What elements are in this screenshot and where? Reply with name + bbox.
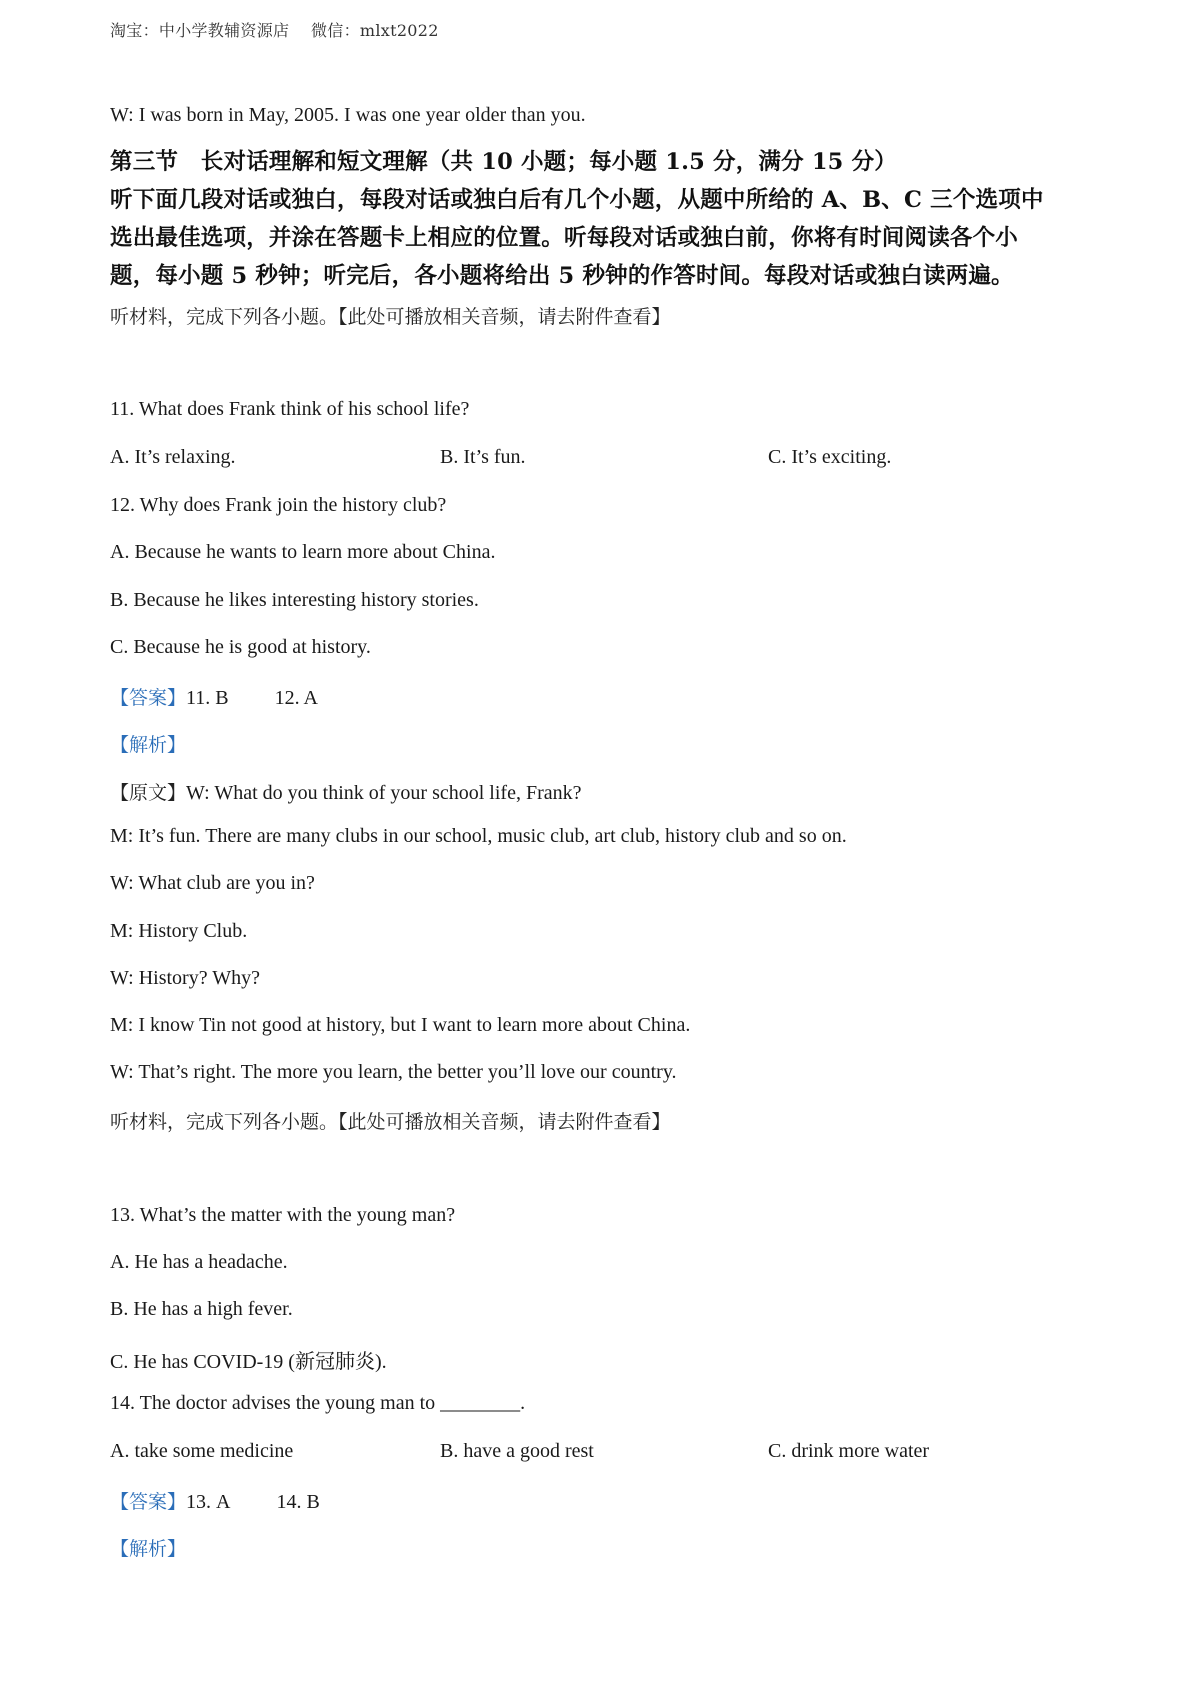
question-13: 13. What’s the matter with the young man?: [110, 1204, 456, 1226]
analysis-label: 【解析】: [110, 1538, 187, 1560]
listen-note: 听材料，完成下列各小题。【此处可播放相关音频，请去附件查看】: [110, 306, 671, 328]
script-line: W: History? Why?: [110, 967, 260, 989]
answer-label: 【答案】: [110, 1491, 187, 1513]
question-11: 11. What does Frank think of his school life?: [110, 398, 470, 420]
answer-13: 13. A: [186, 1491, 231, 1513]
q14-option-a: A. take some medicine: [110, 1440, 294, 1462]
q14-option-c: C. drink more water: [768, 1440, 930, 1462]
q13-option-b: B. He has a high fever.: [110, 1298, 293, 1320]
script-line: M: It’s fun. There are many clubs in our school, music club, art club, history club and so on.: [110, 825, 847, 847]
section-instruction-line: 题，每小题 5 秒钟；听完后，各小题将给出 5 秒钟的作答时间。每段对话或独白读两遍。: [110, 263, 1014, 289]
q13-option-c: C. He has COVID-19 (新冠肺炎).: [110, 1351, 387, 1373]
q12-option-c: C. Because he is good at history.: [110, 636, 371, 658]
q11-option-c: C. It’s exciting.: [768, 446, 892, 468]
script-line: M: I know Tin not good at history, but I want to learn more about China.: [110, 1014, 691, 1036]
script-line: [110, 778, 582, 805]
answer-11: 11. B: [186, 687, 229, 709]
script-label: 【原文】: [110, 782, 187, 804]
listen-note: 听材料，完成下列各小题。【此处可播放相关音频，请去附件查看】: [110, 1111, 671, 1133]
q12-option-b: B. Because he likes interesting history stories.: [110, 589, 479, 611]
answer-row: [110, 1487, 320, 1514]
question-14: 14. The doctor advises the young man to ________.: [110, 1392, 526, 1414]
script-text: W: What do you think of your school life, Frank?: [186, 782, 582, 804]
script-line: W: What club are you in?: [110, 872, 315, 894]
header-watermark: 淘宝：中小学教辅资源店 微信：mlxt2022: [110, 21, 439, 40]
section-instruction-line: 听下面几段对话或独白，每段对话或独白后有几个小题，从题中所给的 A、B、C 三个选项中: [110, 187, 1044, 213]
section-title: 第三节 长对话理解和短文理解（共 10 小题；每小题 1.5 分，满分 15 分）: [110, 149, 897, 175]
previous-dialogue-line: W: I was born in May, 2005. I was one year older than you.: [110, 104, 586, 126]
q14-option-b: B. have a good rest: [440, 1440, 594, 1462]
q13-option-a: A. He has a headache.: [110, 1251, 288, 1273]
answer-12: 12. A: [274, 687, 318, 709]
q12-option-a: A. Because he wants to learn more about China.: [110, 541, 496, 563]
script-line: M: History Club.: [110, 920, 248, 942]
q11-option-a: A. It’s relaxing.: [110, 446, 236, 468]
answer-label: 【答案】: [110, 687, 187, 709]
answer-14: 14. B: [276, 1491, 320, 1513]
script-line: W: That’s right. The more you learn, the better you’ll love our country.: [110, 1061, 677, 1083]
analysis-label: 【解析】: [110, 734, 187, 756]
question-12: 12. Why does Frank join the history club?: [110, 494, 447, 516]
analysis-row: [110, 1534, 186, 1561]
q11-option-b: B. It’s fun.: [440, 446, 526, 468]
analysis-row: [110, 730, 186, 757]
section-instruction-line: 选出最佳选项，并涂在答题卡上相应的位置。听每段对话或独白前，你将有时间阅读各个小: [110, 225, 1019, 251]
answer-row: [110, 683, 318, 710]
